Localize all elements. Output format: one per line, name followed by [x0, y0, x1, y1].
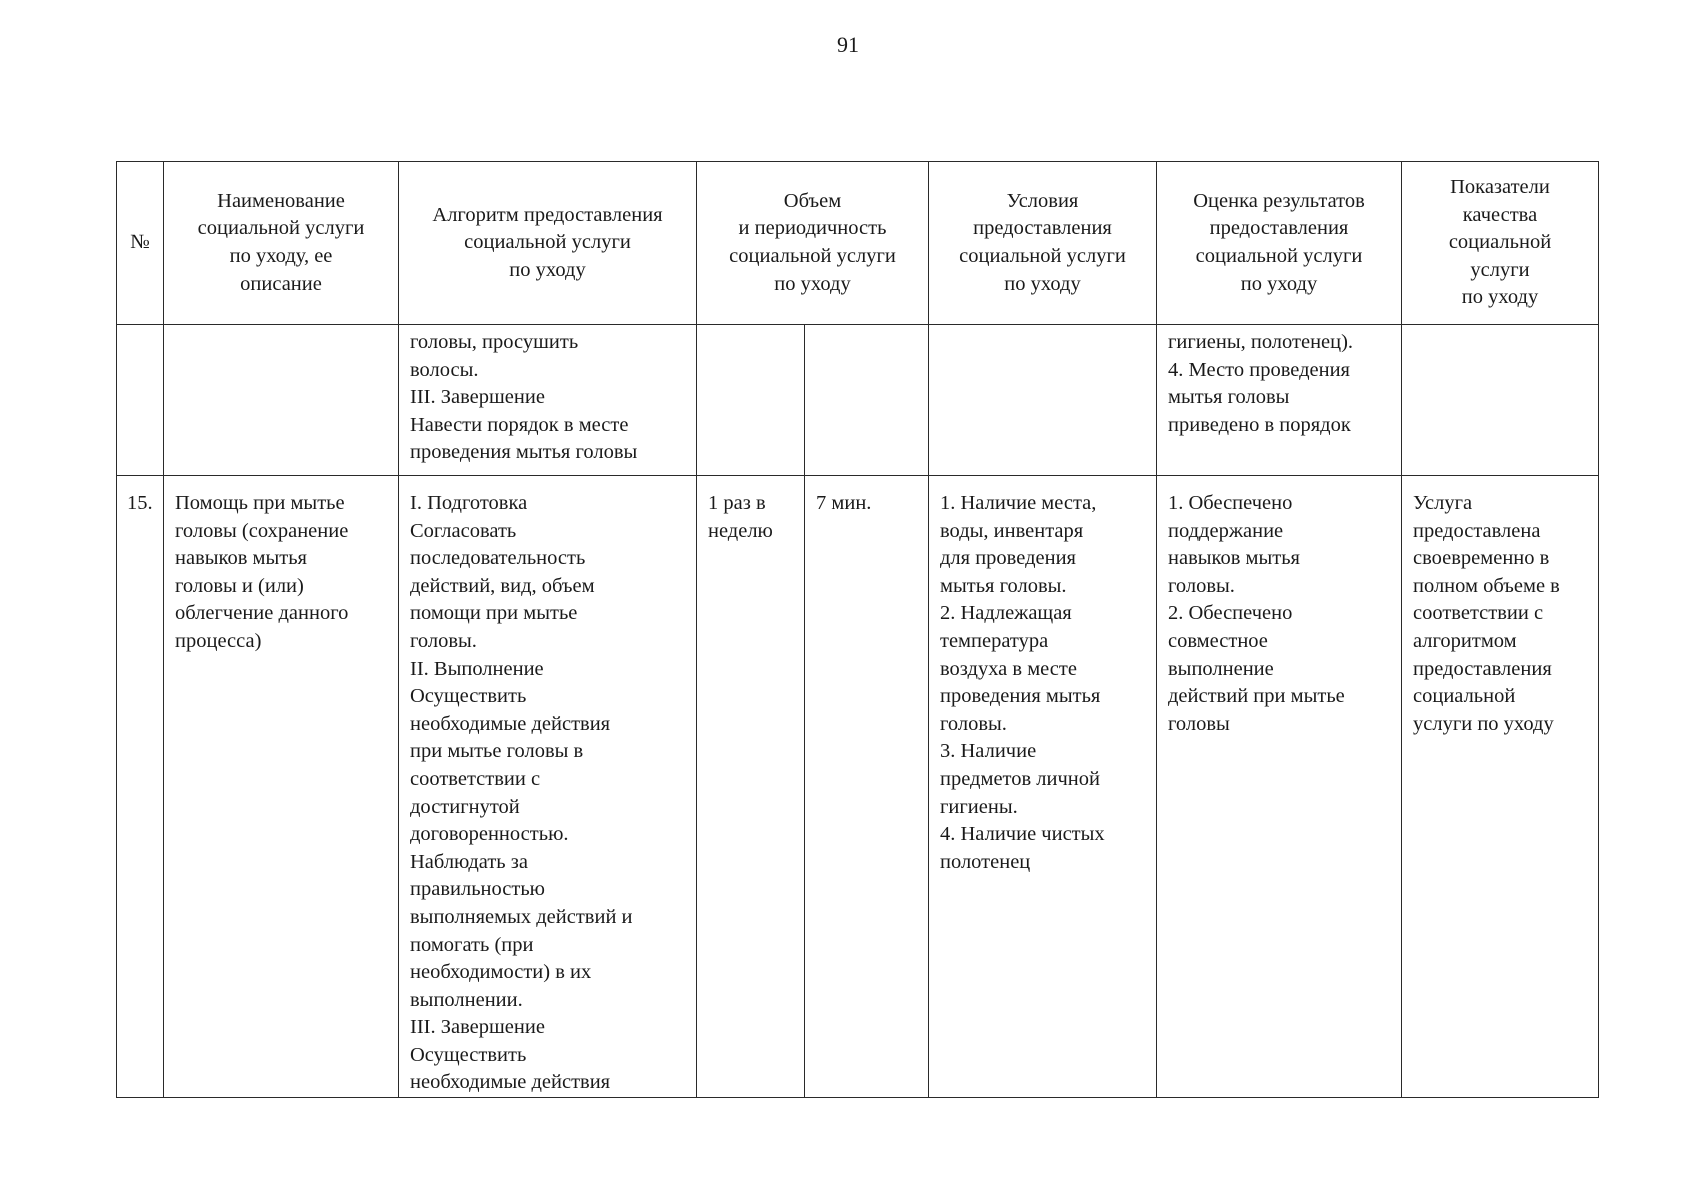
cell-algorithm-text: I. Подготовка Согласовать последовательность действий, вид, объем помощи при мытье головы. II. Выполнение Осуществить необходимые действия при мытье головы в соответствии с достигнутой договоренностью. Наблюдать за правильностью выполняемых действий и помогать (при необходимости) в их выполнении. III. Завершение Осуществить необходимые действия — [410, 492, 633, 1094]
cell-conditions-text: 1. Наличие места, воды, инвентаря для проведения мытья головы. 2. Надлежащая температура воздуха в месте проведения мытья головы. 3. Наличие предметов личной гигиены. 4. Наличие чистых полотенец — [940, 492, 1105, 873]
cell-conditions-text — [929, 325, 1156, 329]
cell-frequency-text — [697, 325, 804, 329]
header-conditions — [929, 162, 1157, 325]
header-volume — [697, 162, 929, 325]
cell-duration-text — [805, 325, 928, 329]
cell-conditions — [929, 325, 1157, 476]
cell-frequency-text: 1 раз в неделю — [708, 492, 773, 542]
header-evaluation — [1157, 162, 1402, 325]
header-algorithm — [399, 162, 697, 325]
cell-evaluation-text: 1. Обеспечено поддержание навыков мытья головы. 2. Обеспечено совместное выполнение действий при мытье головы — [1168, 492, 1345, 735]
cell-algorithm — [399, 325, 697, 476]
cell-quality-text — [1402, 325, 1598, 329]
cell-name — [164, 325, 399, 476]
cell-frequency — [697, 476, 805, 1098]
cell-frequency — [697, 325, 805, 476]
cell-evaluation — [1157, 476, 1402, 1098]
header-algorithm-label: Алгоритм предоставления социальной услуги по уходу — [432, 203, 663, 281]
table-row-15 — [117, 476, 1599, 1098]
cell-algorithm — [399, 476, 697, 1098]
cell-number — [117, 325, 164, 476]
cell-duration — [805, 325, 929, 476]
cell-name-text — [164, 325, 398, 329]
header-quality — [1402, 162, 1599, 325]
cell-algorithm-text: головы, просушить волосы. III. Завершение Навести порядок в месте проведения мытья головы — [410, 331, 638, 464]
cell-number — [117, 476, 164, 1098]
header-evaluation-label: Оценка результатов предоставления социальной услуги по уходу — [1193, 189, 1365, 295]
cell-quality — [1402, 325, 1599, 476]
table-row-continuation — [117, 325, 1599, 476]
cell-evaluation — [1157, 325, 1402, 476]
cell-quality — [1402, 476, 1599, 1098]
cell-conditions — [929, 476, 1157, 1098]
header-number-label: № — [130, 231, 150, 254]
cell-name-text: Помощь при мытье головы (сохранение навыков мытья головы и (или) облегчение данного процесса) — [175, 492, 349, 652]
cell-evaluation-text: гигиены, полотенец). 4. Место проведения мытья головы приведено в порядок — [1168, 331, 1354, 436]
header-row — [117, 162, 1599, 325]
header-quality-label: Показатели качества социальной услуги по уходу — [1448, 176, 1552, 309]
header-number — [117, 162, 164, 325]
cell-quality-text: Услуга предоставлена своевременно в полном объеме в соответствии с алгоритмом предоставления социальной услуги по уходу — [1413, 492, 1560, 735]
header-name — [164, 162, 399, 325]
header-conditions-label: Условия предоставления социальной услуги по уходу — [959, 189, 1126, 295]
cell-name — [164, 476, 399, 1098]
cell-number-text: 15. — [127, 492, 153, 514]
page-number: 91 — [837, 32, 859, 57]
cell-duration-text: 7 мин. — [816, 492, 872, 514]
header-name-label: Наименование социальной услуги по уходу, ее описание — [197, 189, 365, 295]
header-volume-label: Объем и периодичность социальной услуги по уходу — [729, 189, 896, 295]
services-table — [116, 161, 1599, 1098]
cell-duration — [805, 476, 929, 1098]
cell-number-text — [117, 325, 163, 329]
